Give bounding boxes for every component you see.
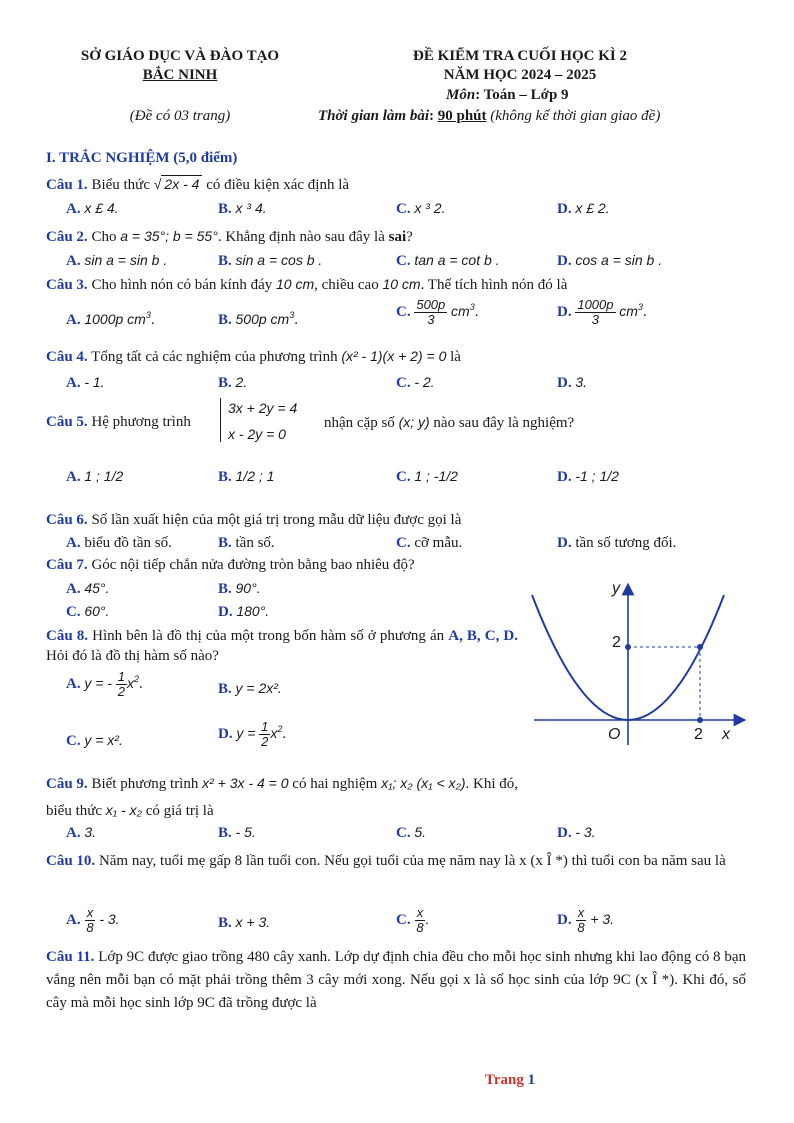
q1-option-b[interactable]: B. x ³ 4. <box>218 200 267 217</box>
pages-note: (Đề có 03 trang) <box>129 108 231 124</box>
x-tick-label: 2 <box>694 726 703 743</box>
point-0-2 <box>625 644 631 650</box>
dept-name: SỞ GIÁO DỤC VÀ ĐÀO TẠO <box>80 48 280 64</box>
q6-option-a[interactable]: A. biểu đồ tần số. <box>66 535 172 551</box>
q9-option-c[interactable]: C. 5. <box>396 824 427 841</box>
point-2-2 <box>697 644 703 650</box>
q2-option-b[interactable]: B. sin a = cos b . <box>218 252 323 269</box>
dept-province: BẮC NINH <box>142 67 218 83</box>
q6-option-c[interactable]: C. cỡ mẫu. <box>396 535 463 551</box>
q8-option-b[interactable]: B. y = 2x². <box>218 680 282 697</box>
q5-option-c[interactable]: C. 1 ; -1/2 <box>396 468 458 485</box>
q4-option-d[interactable]: D. 3. <box>557 374 588 391</box>
question-1: Câu 1. Biểu thức √ 2x - 4 có điều kiện xác định là <box>46 176 350 193</box>
q9-option-b[interactable]: B. - 5. <box>218 824 256 841</box>
subject-line <box>446 87 569 104</box>
question-11: Câu 11. Lớp 9C được giao trồng 480 cây xanh. Lớp dự định chia đều cho mỗi học sinh nhưng khi lao động có 8 bạn vắng nên mỗi bạn có mặt phải trồng thêm 3 cây mới xong. Nếu gọi x là số học sinh của lớp 9C (x Î *). Khi đó, số cây mà mỗi học sinh lớp 9C đã trồng được là <box>46 949 747 1011</box>
q10-option-b[interactable]: B. x + 3. <box>218 914 271 931</box>
q9-option-d[interactable]: D. - 3. <box>557 824 596 841</box>
q7-option-b[interactable]: B. 90°. <box>218 580 261 597</box>
q1-option-a[interactable]: A. x £ 4. <box>66 200 119 217</box>
q6-option-d[interactable]: D. tần số tương đối. <box>557 535 677 551</box>
q5-equation-1: 3x + 2y = 4 <box>228 400 298 416</box>
time-line: Thời gian làm bài: 90 phút (không kể thời gian giao đề) <box>318 108 661 124</box>
q5-option-a[interactable]: A. 1 ; 1/2 <box>66 468 124 485</box>
question-5-label: Câu 5. Hệ phương trình <box>46 414 191 430</box>
q5-option-d[interactable]: D. -1 ; 1/2 <box>557 468 619 485</box>
question-3: Câu 3. Cho hình nón có bán kính đáy 10 cm, chiều cao 10 cm. Thể tích hình nón đó là <box>46 276 568 293</box>
parabola-graph <box>530 575 750 750</box>
q8-option-d[interactable]: D. y = $\frac{1}{2}$ $x^2$. <box>218 719 287 749</box>
x-axis-label: x <box>722 726 730 743</box>
q2-option-d[interactable]: D. cos a = sin b . <box>557 252 663 269</box>
question-4: Câu 4. Tổng tất cả các nghiệm của phương trình (x² - 1)(x + 2) = 0 là <box>46 348 461 365</box>
q8-option-c[interactable]: C. y = x². <box>66 732 123 749</box>
q5-option-b[interactable]: B. 1/2 ; 1 <box>218 468 275 485</box>
q10-option-d[interactable]: D. $\frac{x}{8}$ + 3. <box>557 905 615 935</box>
question-2: Câu 2. Cho a = 35°; b = 55°. Khẳng định nào sau đây là sai? <box>46 228 413 245</box>
origin-label: O <box>608 726 621 743</box>
time-label: Thời gian làm bài <box>318 108 429 124</box>
q4-option-b[interactable]: B. 2. <box>218 374 248 391</box>
q3-option-c[interactable]: C. $\frac{500p}{3}$ $cm^3$. <box>396 297 479 327</box>
q6-option-b[interactable]: B. tần số. <box>218 535 275 551</box>
q5-equation-2: x - 2y = 0 <box>228 426 286 442</box>
y-axis-label: y <box>612 580 620 597</box>
school-year: NĂM HỌC 2024 – 2025 <box>443 67 597 83</box>
subject-label: Môn <box>446 87 476 103</box>
q4-option-a[interactable]: A. - 1. <box>66 374 105 391</box>
time-value: 90 phút <box>437 108 487 124</box>
q3-option-b[interactable]: B. 500p $cm^3$. <box>218 310 298 328</box>
q8-option-a[interactable]: A. y = - $\frac{1}{2}$ $x^2$. <box>66 669 143 699</box>
point-2-0 <box>697 717 703 723</box>
q5-system-brace <box>220 398 225 442</box>
q10-option-a[interactable]: A. $\frac{x}{8}$ - 3. <box>66 905 120 935</box>
q1-option-c[interactable]: C. x ³ 2. <box>396 200 446 217</box>
y-tick-label: 2 <box>612 634 621 651</box>
q2-option-a[interactable]: A. sin a = sin b . <box>66 252 168 269</box>
q7-option-c[interactable]: C. 60°. <box>66 603 110 620</box>
q2-option-c[interactable]: C. tan a = cot b . <box>396 252 500 269</box>
question-8: Câu 8. Hình bên là đồ thị của một trong bốn hàm số ở phương án A, B, C, D. Hỏi đó là đồ thị hàm số nào? <box>46 628 519 664</box>
page-footer: Trang 1 <box>484 1072 536 1088</box>
time-note: (không kể thời gian giao đề) <box>490 108 661 124</box>
question-7: Câu 7. Góc nội tiếp chắn nửa đường tròn bằng bao nhiêu độ? <box>46 557 415 573</box>
question-9: Câu 9. Biết phương trình x² + 3x - 4 = 0 có hai nghiệm x₁; x₂ (x₁ < x₂). Khi đó, biểu thức x₁ - x₂ có giá trị là <box>46 775 519 819</box>
q7-option-a[interactable]: A. 45°. <box>66 580 110 597</box>
q7-option-d[interactable]: D. 180°. <box>218 603 270 620</box>
q10-option-c[interactable]: C. $\frac{x}{8}$ . <box>396 905 430 935</box>
q4-option-c[interactable]: C. - 2. <box>396 374 435 391</box>
subject-value: : Toán – Lớp 9 <box>475 87 569 103</box>
exam-title: ĐỀ KIỂM TRA CUỐI HỌC KÌ 2 <box>413 48 627 64</box>
q3-option-a[interactable]: A. 1000p $cm^3$. <box>66 310 155 328</box>
q1-option-d[interactable]: D. x £ 2. <box>557 200 610 217</box>
section-title: I. TRẮC NGHIỆM (5,0 điểm) <box>46 150 238 166</box>
q5-tail: nhận cặp số (x; y) nào sau đây là nghiệm? <box>324 414 575 431</box>
q9-option-a[interactable]: A. 3. <box>66 824 97 841</box>
q3-option-d[interactable]: D. $\frac{1000p}{3}$ $cm^3$. <box>557 297 647 327</box>
question-10: Câu 10. Năm nay, tuổi mẹ gấp 8 lần tuổi con. Nếu gọi tuổi của mẹ năm nay là x (x Î *) thì tuổi con ba năm sau là <box>46 853 726 869</box>
question-6: Câu 6. Số lần xuất hiện của một giá trị trong mẫu dữ liệu được gọi là <box>46 512 462 528</box>
